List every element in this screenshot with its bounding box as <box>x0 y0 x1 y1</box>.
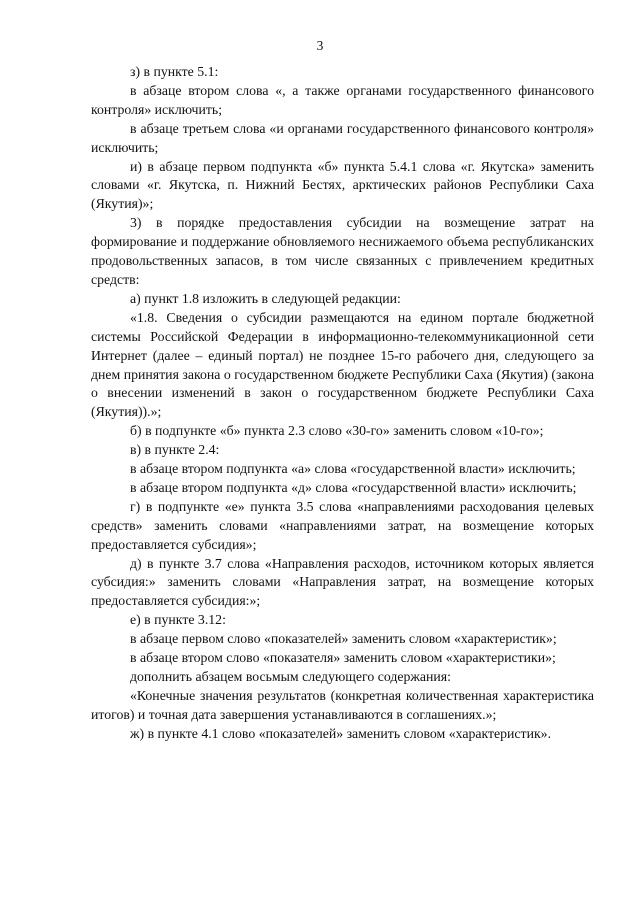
paragraph: д) в пункте 3.7 слова «Направления расходов, источником которых является субсидия:» заменить словами «Направления затрат, на возмещение которых предоставляется субсидия:»; <box>91 555 594 609</box>
paragraph: в) в пункте 2.4: <box>130 442 220 458</box>
paragraph: в абзаце первом слово «показателей» заменить словом «характеристик»; <box>130 631 557 647</box>
paragraph: в абзаце втором слова «, а также органами государственного финансового контроля» исключить; <box>91 82 594 117</box>
paragraph: г) в подпункте «е» пункта 3.5 слова «направлениями расходования целевых средств» заменить словами «направлениями затрат, на возмещение которых предоставляется субсидия»; <box>91 498 594 552</box>
paragraph: з) в пункте 5.1: <box>130 64 219 79</box>
paragraph: е) в пункте 3.12: <box>130 612 226 628</box>
paragraph: в абзаце втором подпункта «д» слова «государственной власти» исключить; <box>130 479 577 495</box>
paragraph: в абзаце третьем слова «и органами государственного финансового контроля» исключить; <box>91 120 594 155</box>
paragraph: б) в подпункте «б» пункта 2.3 слово «30-го» заменить словом «10-го»; <box>130 423 544 439</box>
paragraph: и) в абзаце первом подпункта «б» пункта 5.4.1 слова «г. Якутска» заменить словами «г. Якутска, п. Нижний Бестях, арктических районов Республики Саха (Якутия)»; <box>91 158 594 212</box>
paragraph: в абзаце втором подпункта «а» слова «государственной власти» исключить; <box>130 461 576 477</box>
paragraph: «1.8. Сведения о субсидии размещаются на едином портале бюджетной системы Российской Федерации в информационно-телекоммуникационной сети Интернет (далее – единый портал) не позднее 15-го рабочего дня, следующего за днем принятия закона о государственном бюджете Республики Саха (Якутия) (закона о внесении изменений в закон о государственном бюджете Республики Саха (Якутия)).»; <box>91 309 594 420</box>
paragraph: 3) в порядке предоставления субсидии на возмещение затрат на формирование и поддержание обновляемого неснижаемого объема республиканских продовольственных запасов, в том числе связанных с привлечением кредитных средств: <box>91 215 594 287</box>
paragraph: «Конечные значения результатов (конкретная количественная характеристика итогов) и точная дата завершения устанавливаются в соглашениях.»; <box>91 687 594 722</box>
paragraph: дополнить абзацем восьмым следующего содержания: <box>130 669 451 684</box>
paragraph: а) пункт 1.8 изложить в следующей редакции: <box>130 290 401 306</box>
document-body <box>91 63 594 744</box>
page-number: 3 <box>316 38 324 53</box>
paragraph: в абзаце втором слово «показателя» заменить словом «характеристики»; <box>130 650 556 666</box>
paragraph: ж) в пункте 4.1 слово «показателей» заменить словом «характеристик». <box>130 725 552 741</box>
